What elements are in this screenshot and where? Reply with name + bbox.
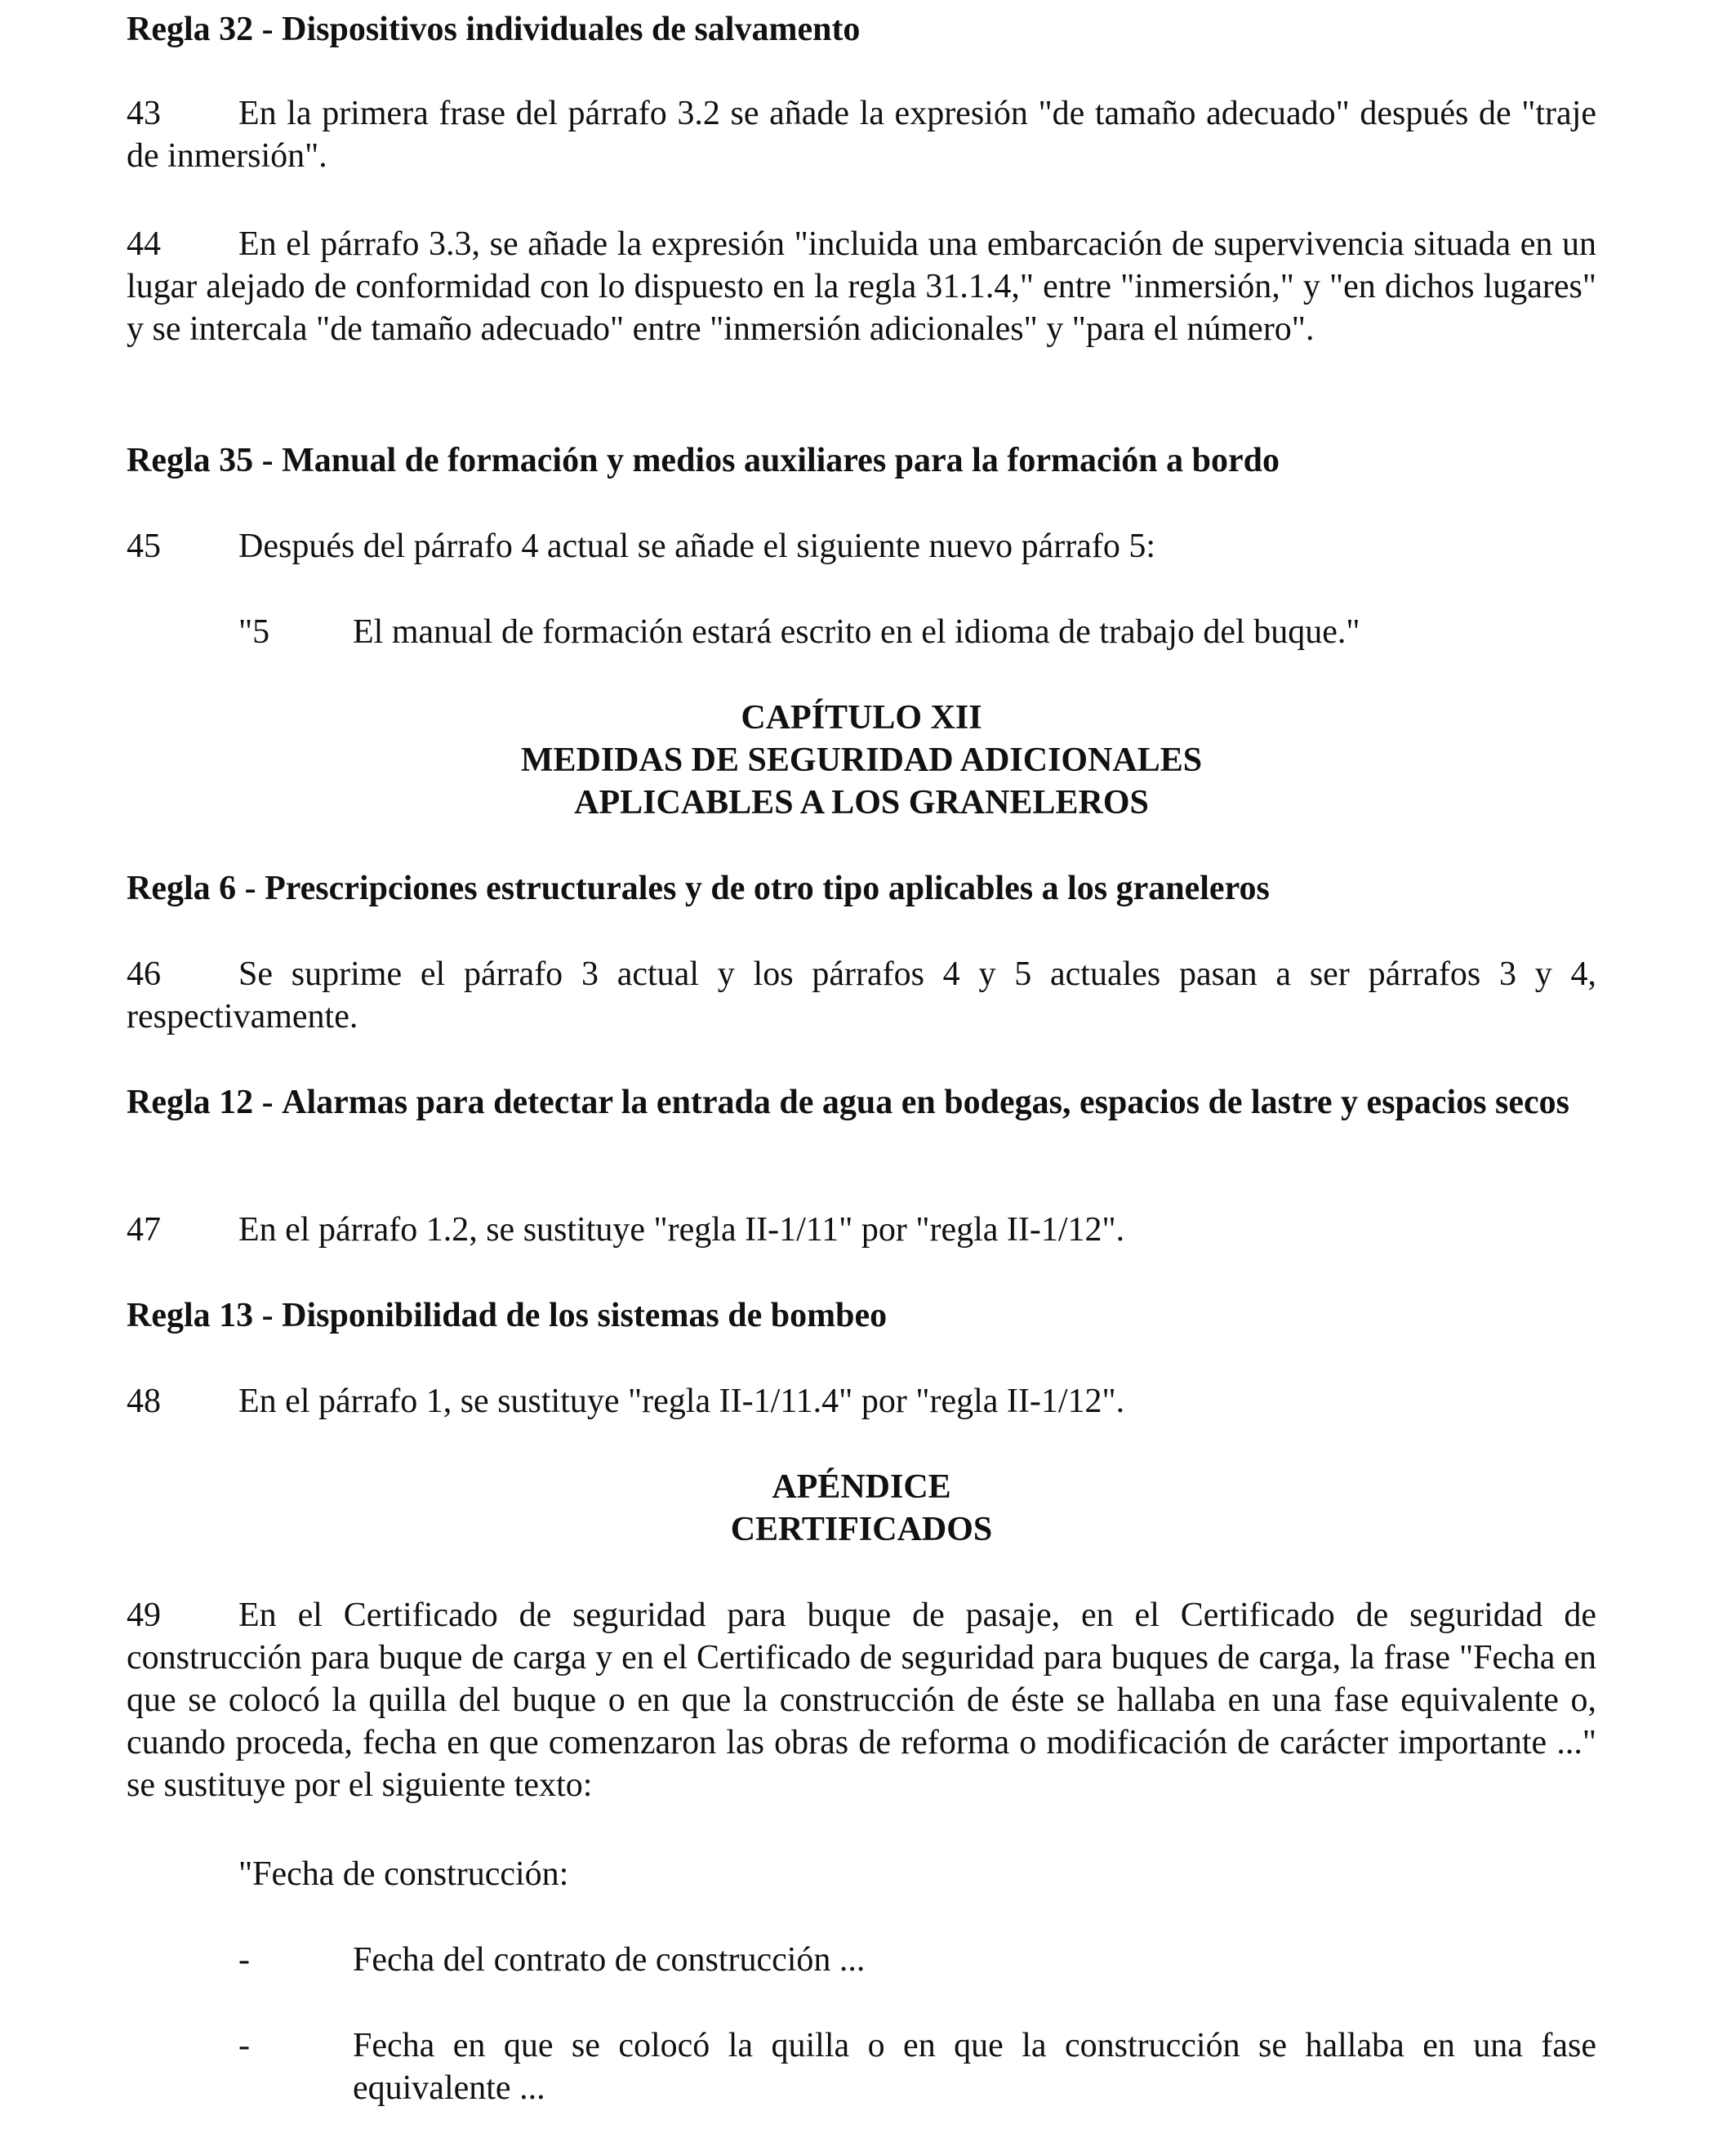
heading-regla-6: Regla 6 - Prescripciones estructurales y de otro tipo aplicables a los graneleros xyxy=(127,870,1270,907)
quote-number: "5 xyxy=(238,613,270,651)
chapter-line-3: APLICABLES A LOS GRANELEROS xyxy=(574,784,1149,822)
paragraph-number: 45 xyxy=(127,528,161,565)
heading-regla-35: Regla 35 - Manual de formación y medios auxiliares para la formación a bordo xyxy=(127,442,1280,479)
paragraph-number: 43 xyxy=(127,95,161,132)
paragraph-47 xyxy=(127,1209,1596,1251)
paragraph-44 xyxy=(127,223,1596,350)
chapter-xii-title xyxy=(127,697,1596,824)
paragraph-number: 48 xyxy=(127,1383,161,1420)
paragraph-number: 46 xyxy=(127,955,161,993)
paragraph-text: En el párrafo 3.3, se añade la expresión "incluida una embarcación de supervivencia situada en un lugar alejado de conformidad con lo dispuesto en la regla 31.1.4," entre "inmersión," y "en dichos lugares" y se intercala "de tamaño adecuado" entre "inmersión adicionales" y "para el número". xyxy=(127,225,1596,348)
paragraph-48 xyxy=(127,1380,1596,1423)
fecha-construccion-label: "Fecha de construcción: xyxy=(238,1855,569,1893)
quote-text: El manual de formación estará escrito en el idioma de trabajo del buque." xyxy=(353,613,1360,651)
list-item xyxy=(127,2024,1596,2109)
appendix-line-2: CERTIFICADOS xyxy=(730,1511,993,1548)
appendix-line-1: APÉNDICE xyxy=(772,1468,951,1506)
paragraph-number: 47 xyxy=(127,1211,161,1249)
chapter-line-2: MEDIDAS DE SEGURIDAD ADICIONALES xyxy=(520,741,1203,779)
list-item xyxy=(127,1939,1596,1981)
heading-regla-32: Regla 32 - Dispositivos individuales de salvamento xyxy=(127,11,861,48)
paragraph-text: En el Certificado de seguridad para buque de pasaje, en el Certificado de seguridad de construcción para buque de carga y en el Certificado de seguridad para buques de carga, la frase "Fecha en que se colocó la quilla del buque o en que la construcción de éste se hallaba en una fase equivalente o, cuando proceda, fecha en que comenzaron las obras de reforma o modificación de carácter importante ..." se sustituye por el siguiente texto: xyxy=(127,1596,1596,1804)
heading-regla-13: Regla 13 - Disponibilidad de los sistemas de bombeo xyxy=(127,1297,888,1334)
quoted-paragraph-5 xyxy=(127,611,1596,653)
paragraph-number: 44 xyxy=(127,225,161,263)
paragraph-49 xyxy=(127,1594,1596,1806)
list-dash: - xyxy=(238,1941,250,1979)
paragraph-text: En el párrafo 1.2, se sustituye "regla II-1/11" por "regla II-1/12". xyxy=(238,1211,1125,1249)
paragraph-text: Se suprime el párrafo 3 actual y los párrafos 4 y 5 actuales pasan a ser párrafos 3 y 4, respectivamente. xyxy=(127,955,1596,1035)
paragraph-text: En el párrafo 1, se sustituye "regla II-1/11.4" por "regla II-1/12". xyxy=(238,1383,1125,1420)
list-item-text: Fecha en que se colocó la quilla o en que la construcción se hallaba en una fase equivalente ... xyxy=(353,2027,1596,2107)
paragraph-number: 49 xyxy=(127,1596,161,1634)
list-item-text: Fecha del contrato de construcción ... xyxy=(353,1941,866,1979)
chapter-line-1: CAPÍTULO XII xyxy=(741,699,982,737)
paragraph-text: En la primera frase del párrafo 3.2 se añade la expresión "de tamaño adecuado" después de "traje de inmersión". xyxy=(127,95,1596,175)
heading-regla-12 xyxy=(127,1081,1596,1124)
heading-text: Alarmas para detectar la entrada de agua en bodegas, espacios de lastre y espacios secos xyxy=(282,1084,1569,1121)
paragraph-43 xyxy=(127,92,1596,177)
list-dash: - xyxy=(238,2027,250,2064)
paragraph-text: Después del párrafo 4 actual se añade el siguiente nuevo párrafo 5: xyxy=(238,528,1156,565)
paragraph-45 xyxy=(127,525,1596,568)
paragraph-46 xyxy=(127,953,1596,1038)
appendix-title xyxy=(127,1466,1596,1551)
heading-prefix: Regla 12 - xyxy=(127,1084,283,1121)
